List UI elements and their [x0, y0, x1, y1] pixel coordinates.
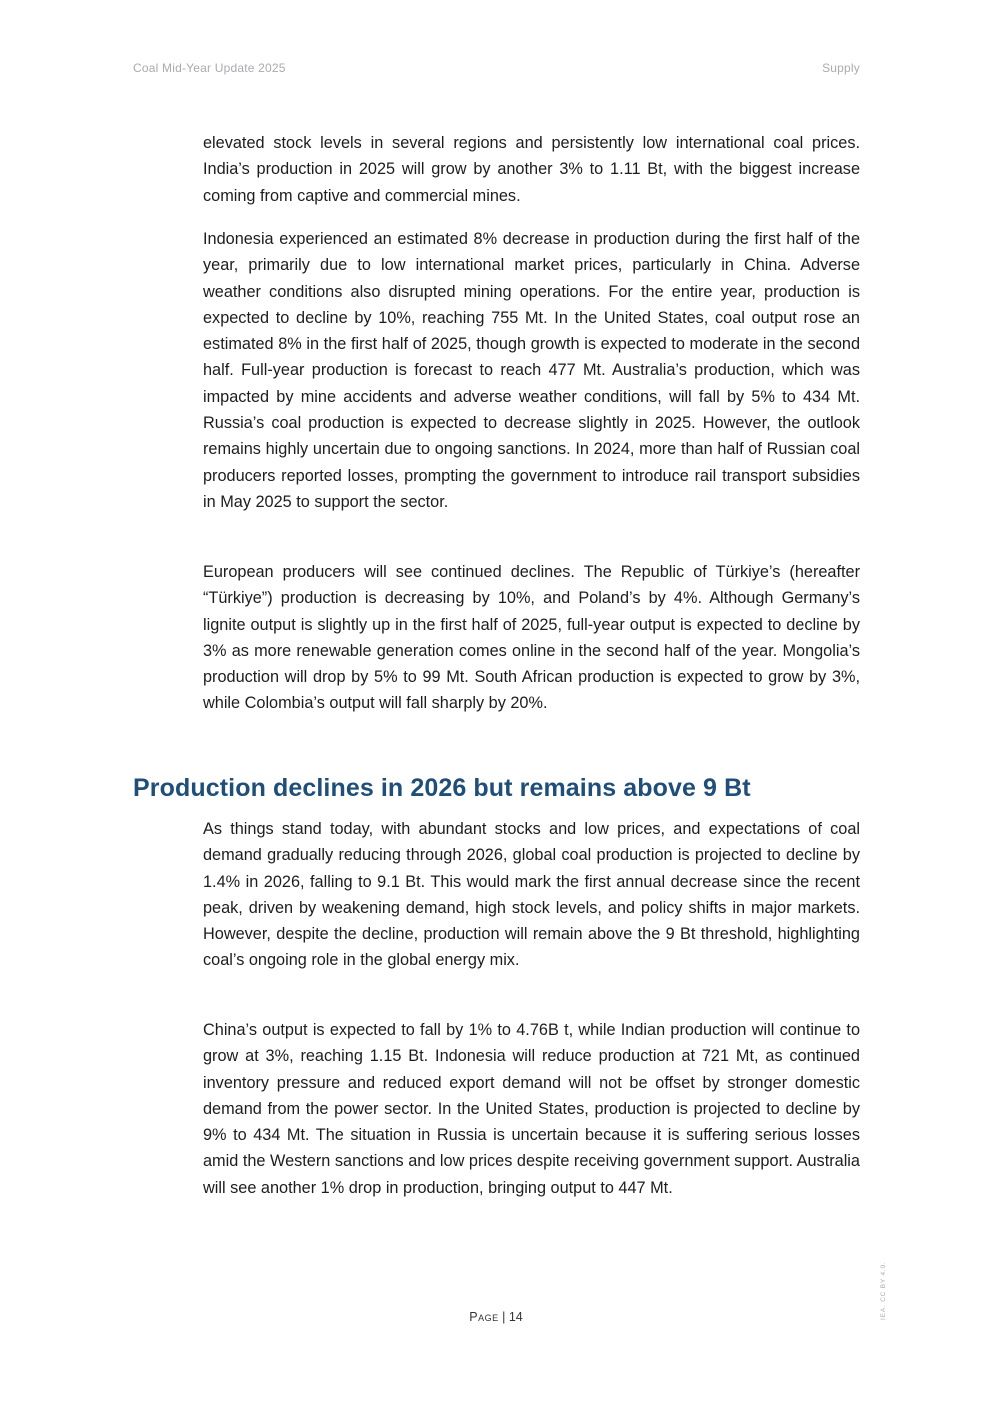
page-number-value: 14	[508, 1310, 523, 1324]
body-paragraph: European producers will see continued declines. The Republic of Türkiye’s (hereafter “Türkiye”) production is decreasing by 10%, and Poland’s by 4%. Although Germany’s lignite output is slightly up in the first half of 2025, full-year output is expected to decline by 3% as more renewable generation comes online in the second half of the year. Mongolia’s production will drop by 5% to 99 Mt. South African production is expected to grow by 3%, while Colombia’s output will fall sharply by 20%.	[203, 563, 860, 713]
body-paragraph: Indonesia experienced an estimated 8% decrease in production during the first half of the year, primarily due to low international market prices, particularly in China. Adverse weather conditions also disrupted mining operations. For the entire year, production is expected to decline by 10%, reaching 755 Mt. In the United States, coal output rose an estimated 8% in the first half of 2025, though growth is expected to moderate in the second half. Full-year production is forecast to reach 477 Mt. Australia’s production, which was impacted by mine accidents and adverse weather conditions, will fall by 5% to 434 Mt. Russia’s coal production is expected to decrease slightly in 2025. However, the outlook remains highly uncertain due to ongoing sanctions. In 2024, more than half of Russian coal producers reported losses, prompting the government to introduce rail transport subsidies in May 2025 to support the sector.	[203, 230, 860, 511]
section-paragraph: As things stand today, with abundant stocks and low prices, and expectations of coal demand gradually reducing through 2026, global coal production is projected to decline by 1.4% in 2026, falling to 9.1 Bt. This would mark the first annual decrease since the recent peak, driven by weakening demand, high stock levels, and policy shifts in major markets. However, despite the decline, production will remain above the 9 Bt threshold, highlighting coal’s ongoing role in the global energy mix.	[203, 820, 860, 970]
chapter-title: Supply	[822, 61, 860, 75]
section-paragraph: China’s output is expected to fall by 1% to 4.76B t, while Indian production will continue to grow at 3%, reaching 1.15 Bt. Indonesia will reduce production at 721 Mt, as continued inventory pressure and reduced export demand will not be offset by stronger domestic demand from the power sector. In the United States, production is projected to decline by 9% to 434 Mt. The situation in Russia is uncertain because it is suffering serious losses amid the Western sanctions and low prices despite receiving government support. Australia will see another 1% drop in production, bringing output to 447 Mt.	[203, 1021, 860, 1197]
license-notice: IEA. CC BY 4.0.	[880, 1261, 887, 1320]
page-label: Page	[469, 1310, 499, 1324]
section-heading: Production declines in 2026 but remains above 9 Bt	[133, 774, 751, 802]
body-paragraph: elevated stock levels in several regions and persistently low international coal prices. India’s production in 2025 will grow by another 3% to 1.11 Bt, with the biggest increase coming from captive and commercial mines.	[203, 134, 860, 205]
document-title: Coal Mid-Year Update 2025	[133, 61, 286, 75]
page-separator: |	[498, 1310, 509, 1324]
page-number	[0, 1310, 992, 1324]
